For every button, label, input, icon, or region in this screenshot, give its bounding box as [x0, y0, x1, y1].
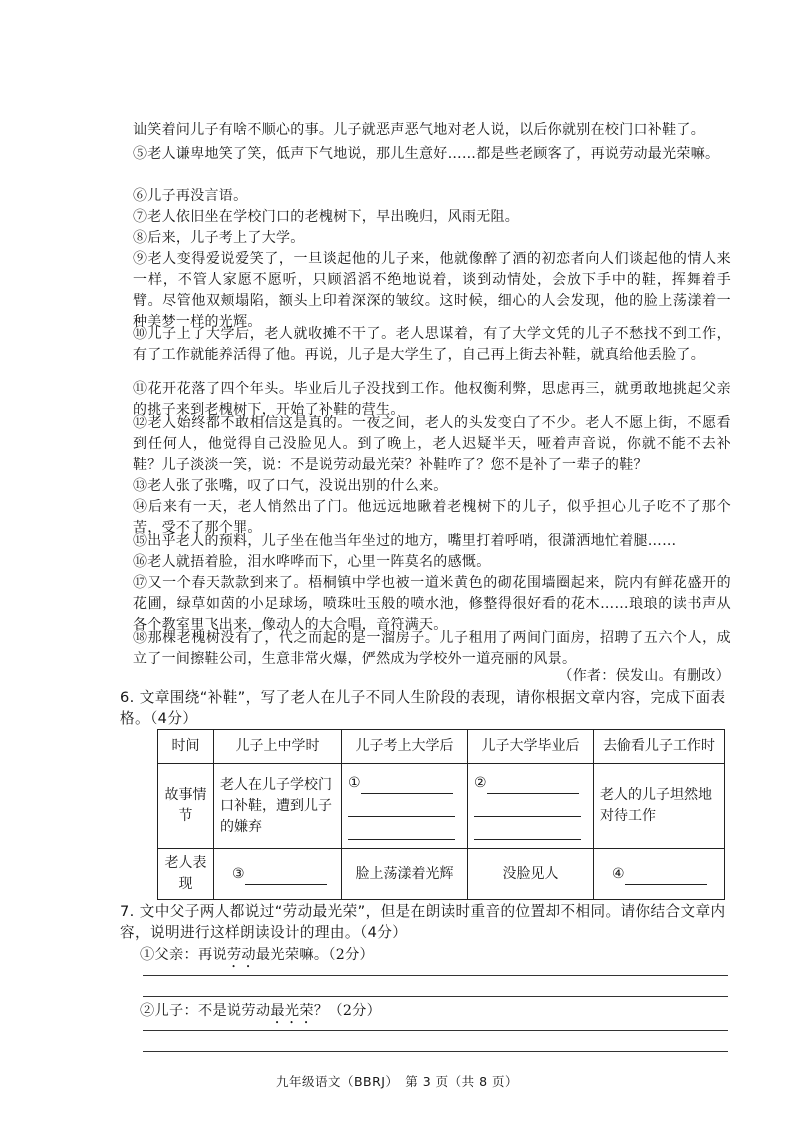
- answer-blank-1a[interactable]: [361, 777, 453, 794]
- answer-marker-4: ④: [612, 865, 625, 882]
- sub2-stress-words: 最光荣: [270, 1003, 314, 1019]
- paragraph-18: ⑱那棵老槐树没有了，代之而起的是一溜房子。儿子租用了两间门面房，招聘了五六个人，成立了一间擦鞋公司，生意非常火爆，俨然成为学校外一道亮丽的风景。: [133, 630, 731, 667]
- sub1-suffix: 最光荣嘛。（2分）: [255, 947, 375, 963]
- table-header-row: [158, 730, 725, 764]
- row-label-story: 故事情节: [158, 764, 214, 849]
- paragraph-9: ⑨老人变得爱说爱笑了，一旦谈起他的儿子来，他就像醉了酒的初恋者向人们谈起他的情人来一样，不管人家愿不愿听，只顾滔滔不绝地说着，谈到动情处，会放下手中的鞋，挥舞着手臂。尽管他双颊塌陷，额头上印着深深的皱纹。这时候，细心的人会发现，他的脸上荡漾着一种美梦一样的光辉。: [133, 251, 731, 330]
- sub2-suffix: ？（2分）: [313, 1003, 382, 1019]
- table-row-story: [158, 764, 725, 849]
- answer-blank-2c[interactable]: [474, 817, 581, 840]
- table-row-behavior: [158, 849, 725, 900]
- sub1-stress-words: 劳动: [226, 947, 256, 963]
- story-cell-4: 老人的儿子坦然地对待工作: [594, 764, 725, 849]
- answer-blank-1b[interactable]: [348, 794, 455, 817]
- story-table: [157, 729, 725, 900]
- answer-cell-2[interactable]: [468, 764, 594, 849]
- answer-blank-2a[interactable]: [487, 777, 579, 794]
- row-label-behavior: 老人表现: [158, 849, 214, 900]
- answer-blank-3[interactable]: [245, 868, 327, 885]
- paragraph-6: ⑥儿子再没言语。: [133, 188, 248, 204]
- table-header-cell: 去偷看儿子工作时: [594, 730, 725, 764]
- paragraph-17: ⑰又一个春天款款到来了。梧桐镇中学也被一道米黄色的砌花围墙圈起来，院内有鲜花盛开的花圃，绿草如茵的小足球场，喷珠吐玉般的喷水池，修整得很好看的花木……琅琅的读书声从各个教室里飞出来，像动人的大合唱，音符满天。: [133, 575, 731, 633]
- behavior-cell-3: 没脸见人: [468, 849, 594, 900]
- answer-cell-3[interactable]: [214, 849, 342, 900]
- table-header-cell: 儿子考上大学后: [342, 730, 468, 764]
- answer-cell-4[interactable]: [594, 849, 725, 900]
- table-header-cell: 儿子大学毕业后: [468, 730, 594, 764]
- answer-line-1a[interactable]: [143, 975, 728, 976]
- question-6-prompt: 6. 文章围绕“补鞋”，写了老人在儿子不同人生阶段的表现，请你根据文章内容，完成下面表格。（4分）: [120, 689, 726, 727]
- table-header-cell: 儿子上中学时: [214, 730, 342, 764]
- sub-question-1: [140, 944, 374, 971]
- paragraph-10: ⑩儿子上了大学后，老人就收摊不干了。老人思谋着，有了大学文凭的儿子不愁找不到工作，有了工作就能养活得了他。再说，儿子是大学生了，自己再上街去补鞋，就真给他丢脸了。: [133, 326, 731, 363]
- sub-question-2: [140, 1000, 381, 1027]
- sub2-prefix: ②儿子：不是说劳动: [140, 1003, 271, 1019]
- answer-cell-1[interactable]: [342, 764, 468, 849]
- answer-marker-2: ②: [474, 774, 487, 791]
- sub1-prefix: ①父亲：再说: [140, 947, 227, 963]
- answer-line-2a[interactable]: [143, 1030, 728, 1031]
- table-header-cell: 时间: [158, 730, 214, 764]
- answer-marker-3: ③: [232, 865, 245, 882]
- question-7-prompt: 7. 文中父子两人都说过“劳动最光荣”，但是在朗读时重音的位置却不相同。请你结合文章内容，说明进行这样朗读设计的理由。（4分）: [120, 903, 726, 941]
- answer-blank-2b[interactable]: [474, 794, 581, 817]
- paragraph-15: ⑮出乎老人的预料，儿子坐在他当年坐过的地方，嘴里打着呼哨，很潇洒地忙着腿……: [133, 533, 677, 549]
- paragraph-7: ⑦老人依旧坐在学校门口的老槐树下，早出晚归，风雨无阻。: [133, 209, 520, 225]
- page-footer: 九年级语文（BBRJ） 第 3 页（共 8 页）: [275, 1074, 519, 1089]
- paragraph-16: ⑯老人就捂着脸，泪水哗哗而下，心里一阵莫名的感慨。: [133, 554, 491, 570]
- paragraph-8: ⑧后来，儿子考上了大学。: [133, 230, 305, 246]
- paragraph-13: ⑬老人张了张嘴，叹了口气，没说出别的什么来。: [133, 478, 448, 494]
- answer-marker-1: ①: [348, 774, 361, 791]
- story-cell-1: 老人在儿子学校门口补鞋，遭到儿子的嫌弃: [214, 764, 342, 849]
- behavior-cell-2: 脸上荡漾着光辉: [342, 849, 468, 900]
- paragraph-12: ⑫老人始终都不敢相信这是真的。一夜之间，老人的头发变白了不少。老人不愿上街，不愿看到任何人，他觉得自己没脸见人。到了晚上，老人迟疑半天，哑着声音说，你就不能不去补鞋？儿子淡淡一笑，说：不是说劳动最光荣？补鞋咋了？您不是补了一辈子的鞋？: [133, 415, 731, 473]
- answer-line-2b[interactable]: [143, 1051, 728, 1052]
- author-note: （作者：侯发山。有删改）: [558, 668, 730, 684]
- answer-line-1b[interactable]: [143, 996, 728, 997]
- paragraph-5: ⑤老人谦卑地笑了笑，低声下气地说，那儿生意好……都是些老顾客了，再说劳动最光荣嘛。: [133, 146, 720, 162]
- answer-blank-1c[interactable]: [348, 817, 455, 840]
- paragraph-11: ⑪花开花落了四个年头。毕业后儿子没找到工作。他权衡利弊，思虑再三，就勇敢地挑起父亲的挑子来到老槐树下，开始了补鞋的营生。: [133, 381, 731, 418]
- paragraph-intro: 讪笑着问儿子有啥不顺心的事。儿子就恶声恶气地对老人说，以后你就别在校门口补鞋了。: [133, 122, 705, 138]
- paragraph-14: ⑭后来有一天，老人悄然出了门。他远远地瞅着老槐树下的儿子，似乎担心儿子吃不了那个苦，受不了那个罪。: [133, 499, 731, 536]
- answer-blank-4[interactable]: [625, 868, 707, 885]
